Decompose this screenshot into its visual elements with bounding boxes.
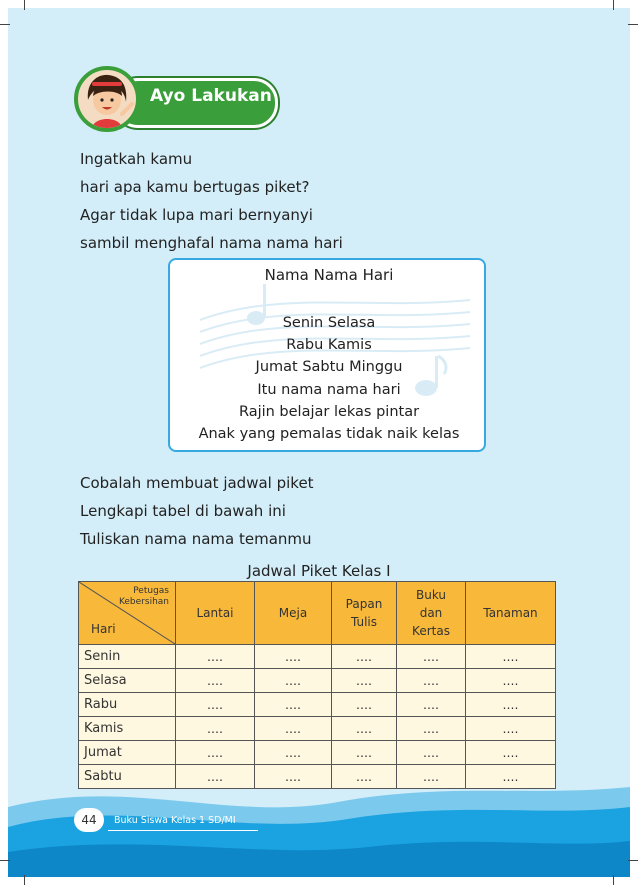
song-title: Nama Nama Hari bbox=[264, 266, 394, 284]
table-cell: .... bbox=[397, 693, 466, 717]
day-cell: Kamis bbox=[79, 717, 176, 741]
corner-header-cell bbox=[79, 582, 176, 645]
table-cell: .... bbox=[176, 645, 255, 669]
instruction-line: Lengkapi tabel di bawah ini bbox=[80, 502, 286, 520]
intro-line: Agar tidak lupa mari bernyanyi bbox=[80, 206, 313, 224]
table-cell: .... bbox=[332, 693, 397, 717]
ayo-lakukan-badge bbox=[74, 66, 279, 136]
corner-header-top bbox=[119, 586, 169, 608]
crop-mark bbox=[0, 860, 10, 861]
table-cell: .... bbox=[176, 717, 255, 741]
crop-mark bbox=[0, 24, 10, 25]
instruction-line: Cobalah membuat jadwal piket bbox=[80, 474, 314, 492]
day-cell: Senin bbox=[79, 645, 176, 669]
song-box bbox=[168, 258, 486, 452]
intro-line: Ingatkah kamu bbox=[80, 150, 193, 168]
song-line: Jumat Sabtu Minggu bbox=[255, 359, 403, 376]
song-line: Rajin belajar lekas pintar bbox=[238, 403, 420, 420]
instruction-line: Tuliskan nama nama temanmu bbox=[80, 530, 312, 548]
table-cell: .... bbox=[176, 741, 255, 765]
page-number: 44 bbox=[74, 808, 104, 832]
table-cell: .... bbox=[397, 645, 466, 669]
table-cell: .... bbox=[255, 765, 332, 789]
piket-schedule-table bbox=[78, 581, 556, 789]
table-row bbox=[79, 741, 556, 765]
crop-mark bbox=[613, 0, 614, 10]
footer-divider bbox=[108, 830, 258, 831]
column-header bbox=[397, 582, 466, 645]
badge-label: Ayo Lakukan bbox=[150, 86, 272, 106]
column-header: Meja bbox=[255, 582, 332, 645]
table-cell: .... bbox=[466, 669, 556, 693]
day-cell: Selasa bbox=[79, 669, 176, 693]
column-header-label: Buku dan Kertas bbox=[412, 588, 450, 638]
table-cell: .... bbox=[332, 717, 397, 741]
column-header: Lantai bbox=[176, 582, 255, 645]
table-cell: .... bbox=[466, 693, 556, 717]
song-lyrics bbox=[170, 312, 486, 445]
column-header bbox=[332, 582, 397, 645]
day-cell: Jumat bbox=[79, 741, 176, 765]
crop-mark bbox=[628, 860, 638, 861]
day-cell: Sabtu bbox=[79, 765, 176, 789]
table-cell: .... bbox=[466, 765, 556, 789]
table-cell: .... bbox=[255, 669, 332, 693]
table-cell: .... bbox=[466, 645, 556, 669]
intro-text bbox=[80, 145, 343, 257]
table-cell: .... bbox=[466, 741, 556, 765]
day-cell: Rabu bbox=[79, 693, 176, 717]
song-line: Rabu Kamis bbox=[286, 337, 372, 354]
table-cell: .... bbox=[176, 693, 255, 717]
table-cell: .... bbox=[397, 669, 466, 693]
table-cell: .... bbox=[466, 717, 556, 741]
table-cell: .... bbox=[332, 645, 397, 669]
corner-top-line: Kebersihan bbox=[118, 597, 169, 607]
table-cell: .... bbox=[255, 693, 332, 717]
table-cell: .... bbox=[332, 765, 397, 789]
table-cell: .... bbox=[332, 741, 397, 765]
crop-mark bbox=[613, 875, 614, 885]
table-row bbox=[79, 669, 556, 693]
song-line: Senin Selasa bbox=[282, 315, 376, 331]
table-title: Jadwal Piket Kelas I bbox=[247, 562, 391, 580]
table-cell: .... bbox=[397, 765, 466, 789]
table-row bbox=[79, 645, 556, 669]
table-cell: .... bbox=[255, 741, 332, 765]
table-cell: .... bbox=[397, 741, 466, 765]
crop-mark bbox=[24, 875, 25, 885]
intro-line: hari apa kamu bertugas piket? bbox=[80, 178, 310, 196]
girl-illustration-icon bbox=[74, 66, 140, 132]
song-line: Itu nama nama hari bbox=[257, 381, 401, 398]
book-title: Buku Siswa Kelas 1 SD/MI bbox=[114, 815, 236, 826]
table-row bbox=[79, 693, 556, 717]
table-cell: .... bbox=[176, 669, 255, 693]
table-cell: .... bbox=[397, 717, 466, 741]
corner-header-bottom: Hari bbox=[91, 622, 116, 636]
corner-top-line: Petugas bbox=[133, 586, 169, 596]
table-row bbox=[79, 765, 556, 789]
column-header: Tanaman bbox=[466, 582, 556, 645]
table-row bbox=[79, 717, 556, 741]
song-line: Anak yang pemalas tidak naik kelas bbox=[198, 426, 460, 443]
table-cell: .... bbox=[176, 765, 255, 789]
instruction-text bbox=[80, 469, 314, 553]
table-cell: .... bbox=[255, 717, 332, 741]
intro-line: sambil menghafal nama nama hari bbox=[80, 234, 343, 252]
column-header-label: Papan Tulis bbox=[345, 597, 383, 629]
crop-mark bbox=[24, 0, 25, 10]
table-cell: .... bbox=[255, 645, 332, 669]
table-cell: .... bbox=[332, 669, 397, 693]
crop-mark bbox=[628, 24, 638, 25]
